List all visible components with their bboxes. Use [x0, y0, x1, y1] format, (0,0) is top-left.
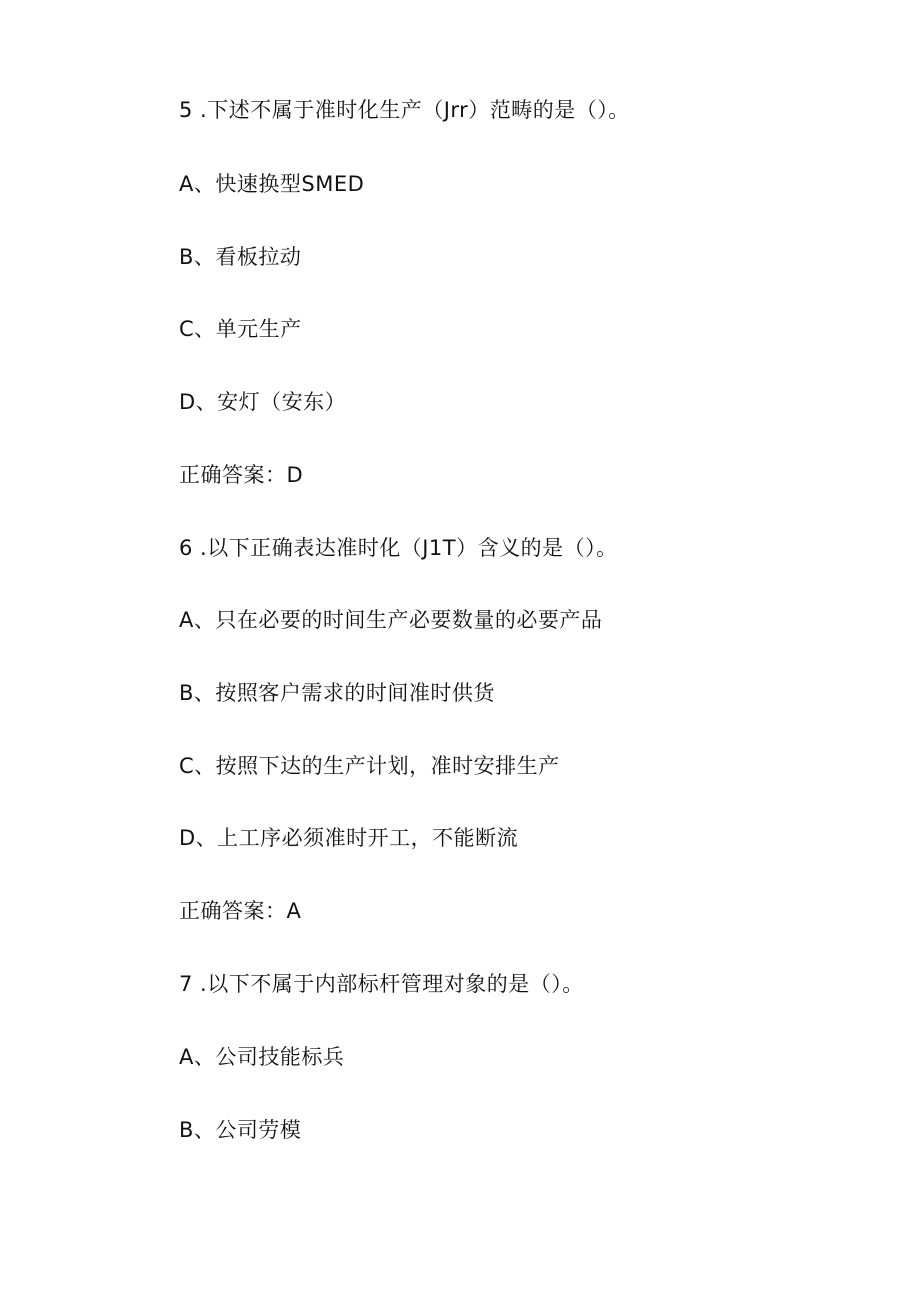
question-6-option-b: B、按照客户需求的时间准时供货	[179, 681, 495, 705]
question-5-option-a: A、快速换型SMED	[179, 172, 365, 196]
question-6-option-d: D、上工序必须准时开工，不能断流	[179, 826, 519, 850]
question-5-option-d: D、安灯（安东）	[179, 390, 347, 414]
question-5-option-b: B、看板拉动	[179, 245, 302, 269]
question-5-stem: 5 .下述不属于准时化生产（Jrr）范畴的是（）。	[179, 98, 630, 122]
question-7-option-b: B、公司劳模	[179, 1118, 302, 1142]
question-7-option-a: A、公司技能标兵	[179, 1045, 345, 1069]
question-6-answer: 正确答案：A	[179, 899, 302, 923]
question-6-option-c: C、按照下达的生产计划，准时安排生产	[179, 754, 560, 778]
question-5-answer: 正确答案：D	[179, 463, 304, 487]
question-5-option-c: C、单元生产	[179, 317, 302, 341]
question-6-stem: 6 .以下正确表达准时化（J1T）含义的是（）。	[179, 536, 618, 560]
question-7-stem: 7 .以下不属于内部标杆管理对象的是（）。	[179, 972, 584, 996]
question-6-option-a: A、只在必要的时间生产必要数量的必要产品	[179, 608, 603, 632]
